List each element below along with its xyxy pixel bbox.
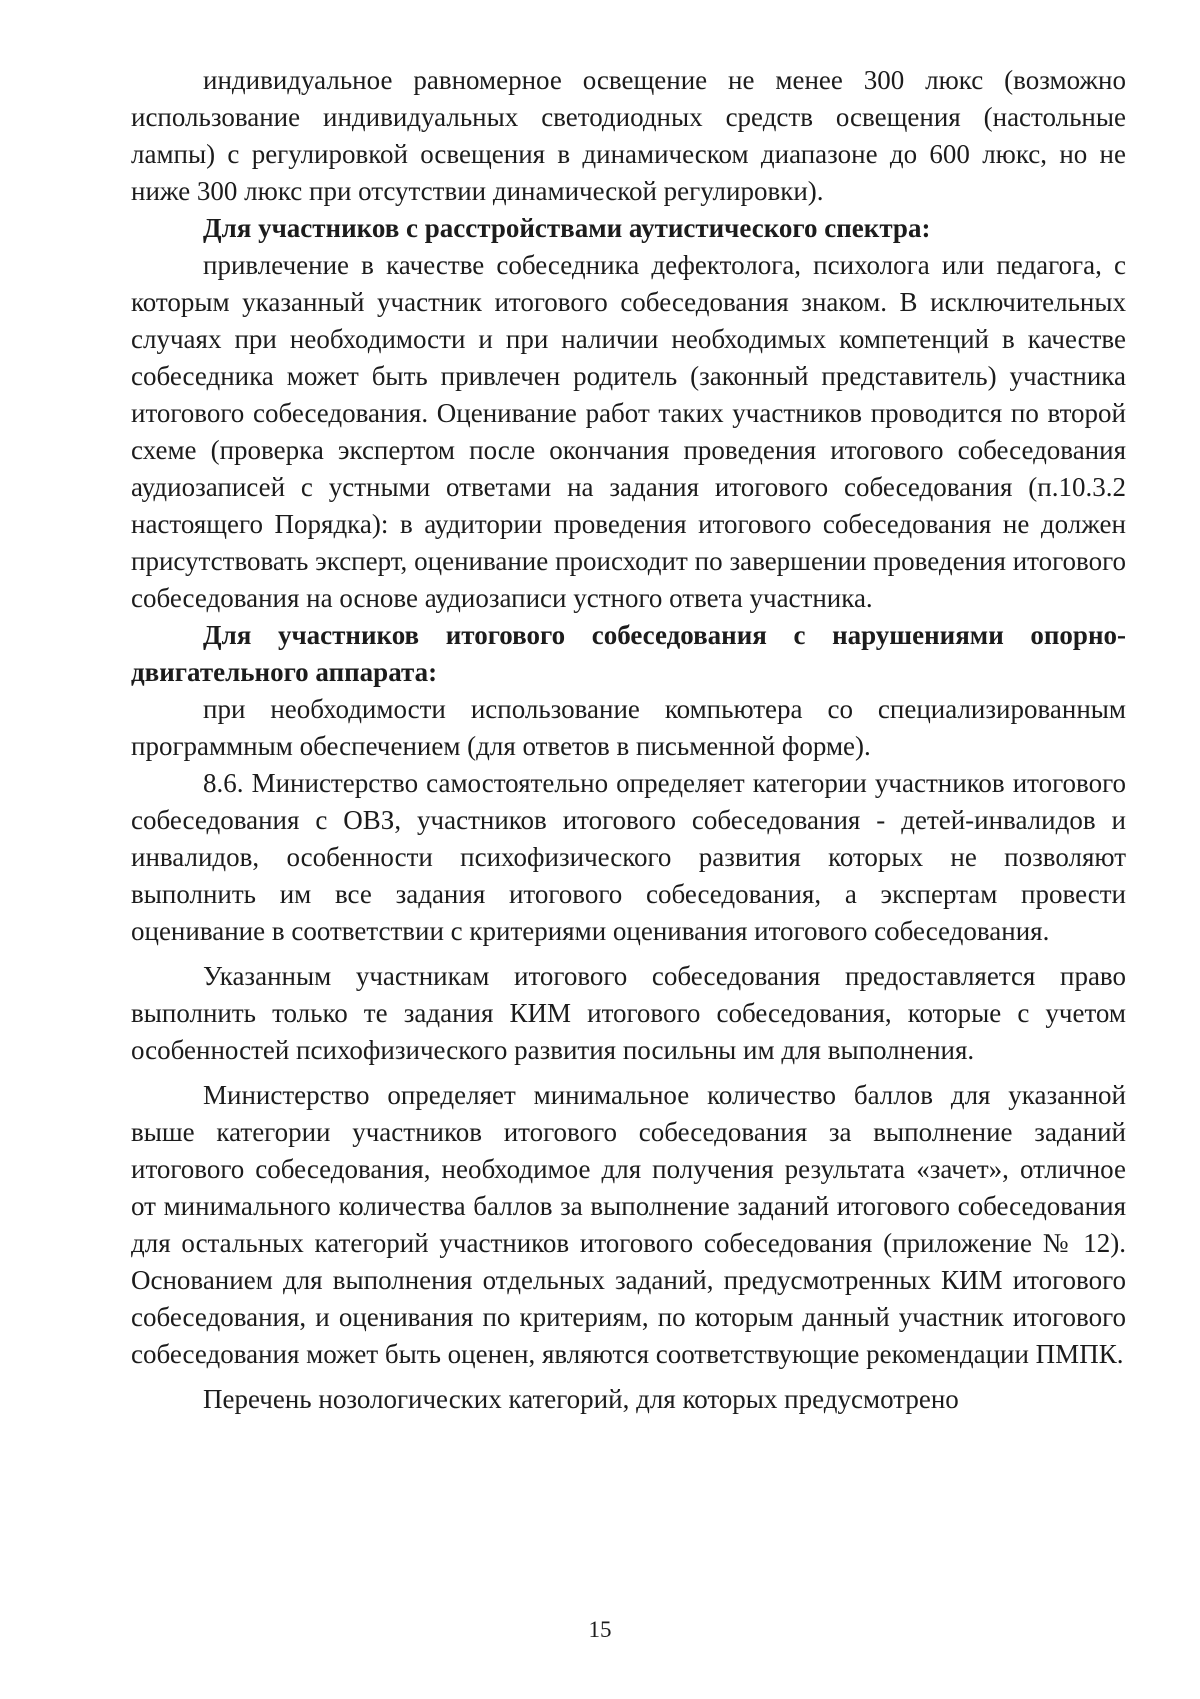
paragraph-computer-use: при необходимости использование компьютера со специализированным программным обеспечением (для ответов в письменной форме).	[131, 694, 1126, 761]
paragraph-autism-accommodations: привлечение в качестве собеседника дефектолога, психолога или педагога, с которым указанный участник итогового собеседования знаком. В исключительных случаях при необходимости и при наличии необходимых компетенций в качестве собеседника может быть привлечен родитель (законный представитель) участника итогового собеседования. Оценивание работ таких участников проводится по второй схеме (проверка экспертом после окончания проведения итогового собеседования аудиозаписей с устными ответами на задания итогового собеседования (п.10.3.2 настоящего Порядка): в аудитории проведения итогового собеседования не должен присутствовать эксперт, оценивание происходит по завершении проведения итогового собеседования на основе аудиозаписи устного ответа участника.	[131, 250, 1126, 613]
paragraph-allowed-tasks: Указанным участникам итогового собеседования предоставляется право выполнить только те задания КИМ итогового собеседования, которые с учетом особенностей психофизического развития посильны им для выполнения.	[131, 961, 1126, 1065]
heading-musculoskeletal: Для участников итогового собеседования с нарушениями опорно-двигательного аппарата:	[131, 620, 1126, 687]
paragraph-section-8-6: 8.6. Министерство самостоятельно определяет категории участников итогового собеседования с ОВЗ, участников итогового собеседования - детей-инвалидов и инвалидов, особенности психофизического развития которых не позволяют выполнить им все задания итогового собеседования, а экспертам провести оценивание в соответствии с критериями оценивания итогового собеседования.	[131, 768, 1126, 946]
heading-autism-spectrum: Для участников с расстройствами аутистического спектра:	[203, 213, 931, 243]
paragraph-minimum-score: Министерство определяет минимальное количество баллов для указанной выше категории участников итогового собеседования за выполнение заданий итогового собеседования, необходимое для получения результата «зачет», отличное от минимального количества баллов за выполнение заданий итогового собеседования для остальных категорий участников итогового собеседования (приложение № 12). Основанием для выполнения отдельных заданий, предусмотренных КИМ итогового собеседования, и оценивания по критериям, по которым данный участник итогового собеседования может быть оценен, являются соответствующие рекомендации ПМПК.	[131, 1080, 1126, 1369]
document-page	[131, 62, 1126, 1418]
paragraph-nosological-list: Перечень нозологических категорий, для которых предусмотрено	[203, 1384, 959, 1414]
page-number: 15	[588, 1617, 612, 1642]
paragraph-lighting: индивидуальное равномерное освещение не менее 300 люкс (возможно использование индивидуальных светодиодных средств освещения (настольные лампы) с регулировкой освещения в динамическом диапазоне до 600 люкс, но не ниже 300 люкс при отсутствии динамической регулировки).	[131, 65, 1126, 206]
